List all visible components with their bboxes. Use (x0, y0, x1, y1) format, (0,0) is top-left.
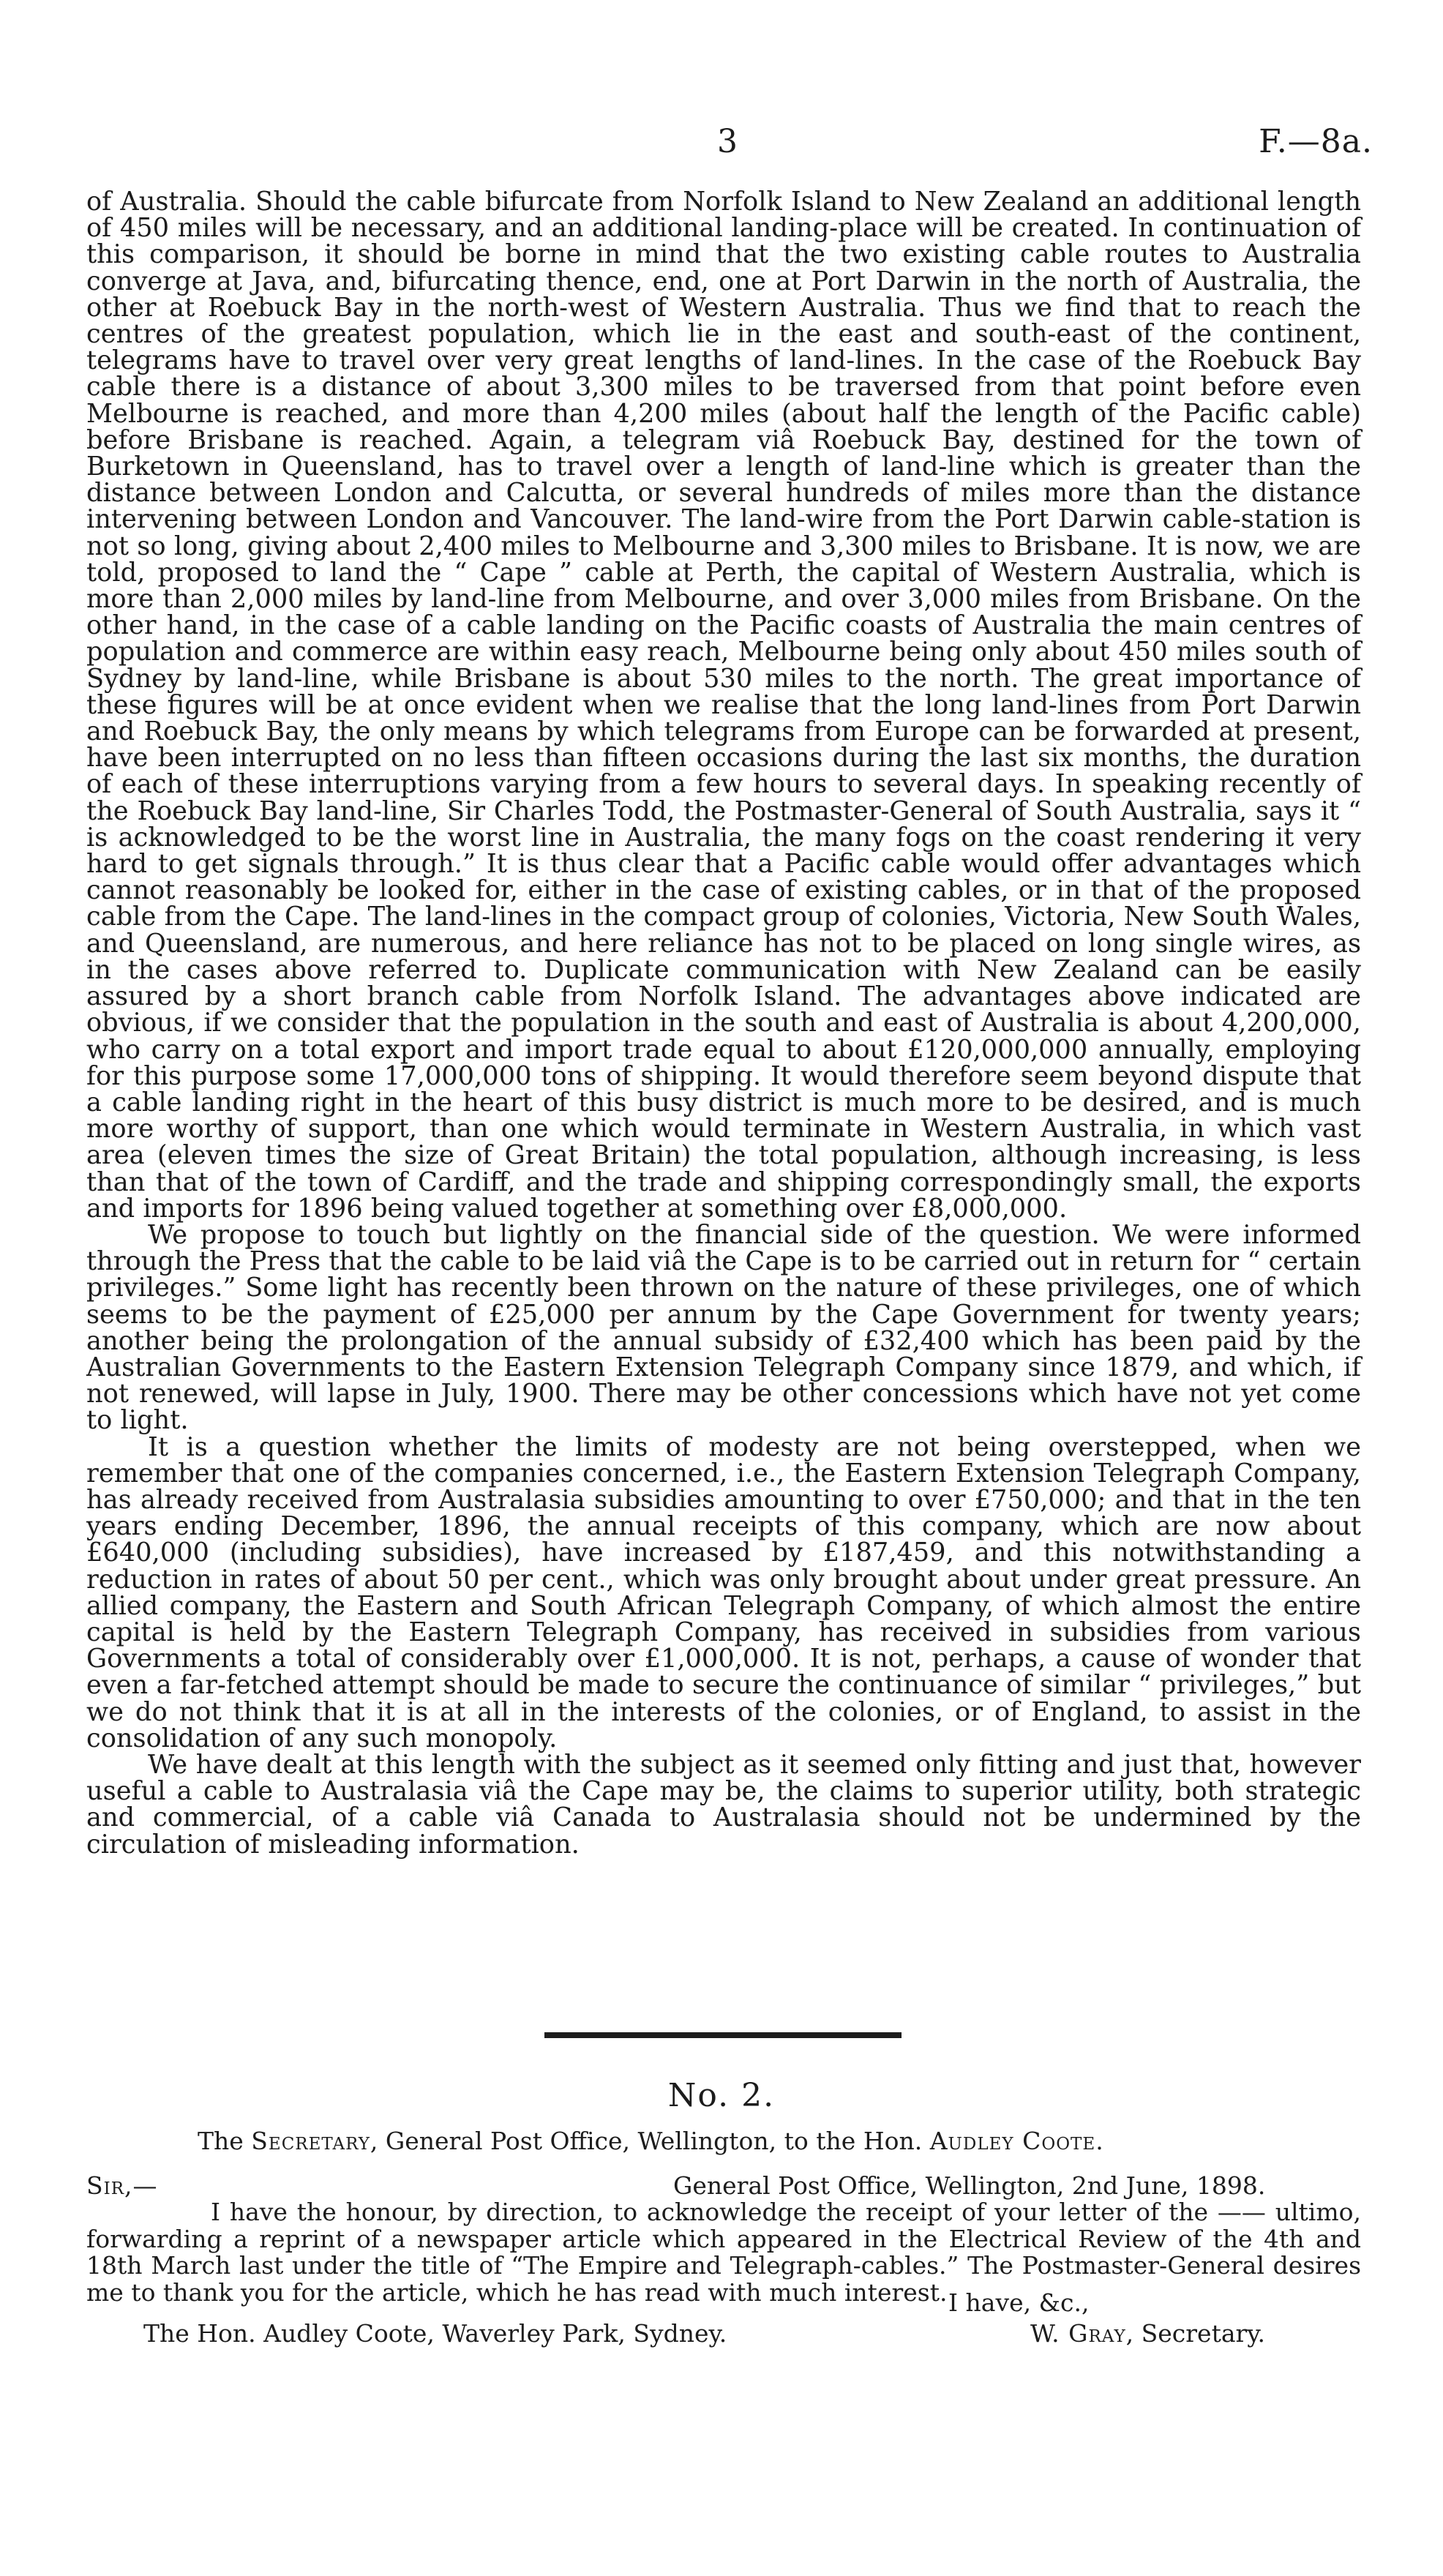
addressee: The Hon. Audley Coote, Waverley Park, Sydney. (143, 2319, 727, 2348)
heading-end: . (1095, 2127, 1103, 2155)
article-paragraph-4: We have dealt at this length with the subject as it seemed only fitting and just that, however useful a cable to Australasia viâ the Cape may be, the claims to superior utility, both strategic and commercial, of a cable viâ Canada to Australasia should not be undermined by the circulation of misleading information. (86, 1749, 1361, 1860)
letter-body (86, 2199, 1361, 2306)
section-divider (544, 2032, 902, 2038)
article-paragraph-2: We propose to touch but lightly on the financial side of the question. We were informed through the Press that the cable to be laid viâ the Cape is to be carried out in return for “ certain privileges.” Some light has recently been thrown on the nature of these privileges, one of which seems to be the payment of £25,000 per annum by the Cape Government for twenty years; another being the prolongation of the annual subsidy of £32,400 which has been paid by the Australian Governments to the Eastern Extension Telegraph Company since 1879, and which, if not renewed, will lapse in July, 1900. There may be other concessions which have not yet come to light. (86, 1219, 1361, 1436)
dateline: General Post Office, Wellington, 2nd June, 1898. (673, 2171, 1266, 2200)
salutation: Sir,— (86, 2171, 158, 2200)
letter-paragraph: I have the honour, by direction, to acknowledge the receipt of your letter of the —— ultimo, forwarding a reprint of a newspaper article which appeared in the Electrical Review of the 4th and 18th March last under the title of “The Empire and Telegraph-cables.” The Postmaster-General desires me to thank you for the article, which he has read with much interest. (86, 2198, 1361, 2307)
document-reference: F.—8a. (1259, 123, 1373, 160)
letter-number: No. 2. (667, 2077, 776, 2114)
article-paragraph-3: It is a question whether the limits of modesty are not being overstepped, when we remember that one of the companies concerned, i.e., the Eastern Extension Telegraph Company, has already received from Australasia subsidies amounting to over £750,000; and that in the ten years ending December, 1896, the annual receipts of this company, which are now about £640,000 (including subsidies), have increased by £187,459, and this notwithstanding a reduction in rates of about 50 per cent., which was only brought about under great pressure. An allied company, the Eastern and South African Telegraph Company, of which almost the entire capital is held by the Eastern Telegraph Company, has received in subsidies from various Governments a total of considerably over £1,000,000. It is not, perhaps, a cause of wonder that even a far-fetched attempt should be made to secure the continuance of similar “ privileges,” but we do not think that it is at all in the interests of the colonies, or of England, to assist in the consolidation of any such monopoly. (86, 1431, 1361, 1753)
article-body (86, 189, 1361, 1858)
signature (1030, 2319, 1265, 2348)
signature-name: W. Gray (1030, 2319, 1126, 2348)
article-paragraph-1: of Australia. Should the cable bifurcate from Norfolk Island to New Zealand an additional length of 450 miles will be necessary, and an additional landing-place will be created. In continuation of this comparison, it should be borne in mind that the two existing cable routes to Australia converge at Java, and, bifurcating thence, end, one at Port Darwin in the north of Australia, the other at Roebuck Bay in the north-west of Western Australia. Thus we find that to reach the centres of the greatest population, which lie in the east and south-east of the continent, telegrams have to travel over very great lengths of land-lines. In the case of the Roebuck Bay cable there is a distance of about 3,300 miles to be traversed from that point before even Melbourne is reached, and more than 4,200 miles (about half the length of the Pacific cable) before Brisbane is reached. Again, a telegram viâ Roebuck Bay, destined for the town of Burketown in Queensland, has to travel over a length of land-line which is greater than the distance between London and Calcutta, or several hundreds of miles more than the distance intervening between London and Vancouver. The land-wire from the Port Darwin cable-station is not so long, giving about 2,400 miles to Melbourne and 3,300 miles to Brisbane. It is now, we are told, proposed to land the “ Cape ” cable at Perth, the capital of Western Australia, which is more than 2,000 miles by land-line from Melbourne, and over 3,000 miles from Brisbane. On the other hand, in the case of a cable landing on the Pacific coasts of Australia the main centres of population and commerce are within easy reach, Melbourne being only about 450 miles south of Sydney by land-line, while Brisbane is about 530 miles to the north. The great importance of these figures will be at once evident when we realise that the long land-lines from Port Darwin and Roebuck Bay, the only means by which telegrams from Europe can be forwarded at present, have been interrupted on no less than fifteen occasions during the last six months, the duration of each of these interruptions varying from a few hours to several days. In speaking recently of the Roebuck Bay land-line, Sir Charles Todd, the Postmaster-General of South Australia, says it “ is acknowledged to be the worst line in Australia, the many fogs on the coast rendering it very hard to get signals through.” It is thus clear that a Pacific cable would offer advantages which cannot reasonably be looked for, either in the case of existing cables, or in that of the proposed cable from the Cape. The land-lines in the compact group of colonies, Victoria, New South Wales, and Queensland, are numerous, and here reliance has not to be placed on long single wires, as in the cases above referred to. Duplicate communication with New Zealand can be easily assured by a short branch cable from Norfolk Island. The advantages above indicated are obvious, if we consider that the population in the south and east of Australia is about 4,200,000, who carry on a total export and import trade equal to about £120,000,000 annually, employing for this purpose some 17,000,000 tons of shipping. It would therefore seem beyond dispute that a cable landing right in the heart of this busy district is much more to be desired, and is much more worthy of support, than one which would terminate in Western Australia, in which vast area (eleven times the size of Great Britain) the total population, although increasing, is less than that of the town of Cardiff, and the trade and shipping correspondingly small, the exports and imports for 1896 being valued together at something over £8,000,000. (86, 187, 1361, 1224)
recipient-name: Audley Coote (929, 2127, 1096, 2155)
heading-mid: , General Post Office, Wellington, to the Hon. (370, 2127, 923, 2155)
letter-heading (198, 2127, 1103, 2155)
sender-title: Secretary (251, 2127, 370, 2155)
letter-closing: I have, &c., (948, 2288, 1090, 2317)
signature-title: , Secretary. (1125, 2319, 1266, 2348)
page-number: 3 (717, 123, 738, 160)
heading-prefix: The (198, 2127, 244, 2155)
